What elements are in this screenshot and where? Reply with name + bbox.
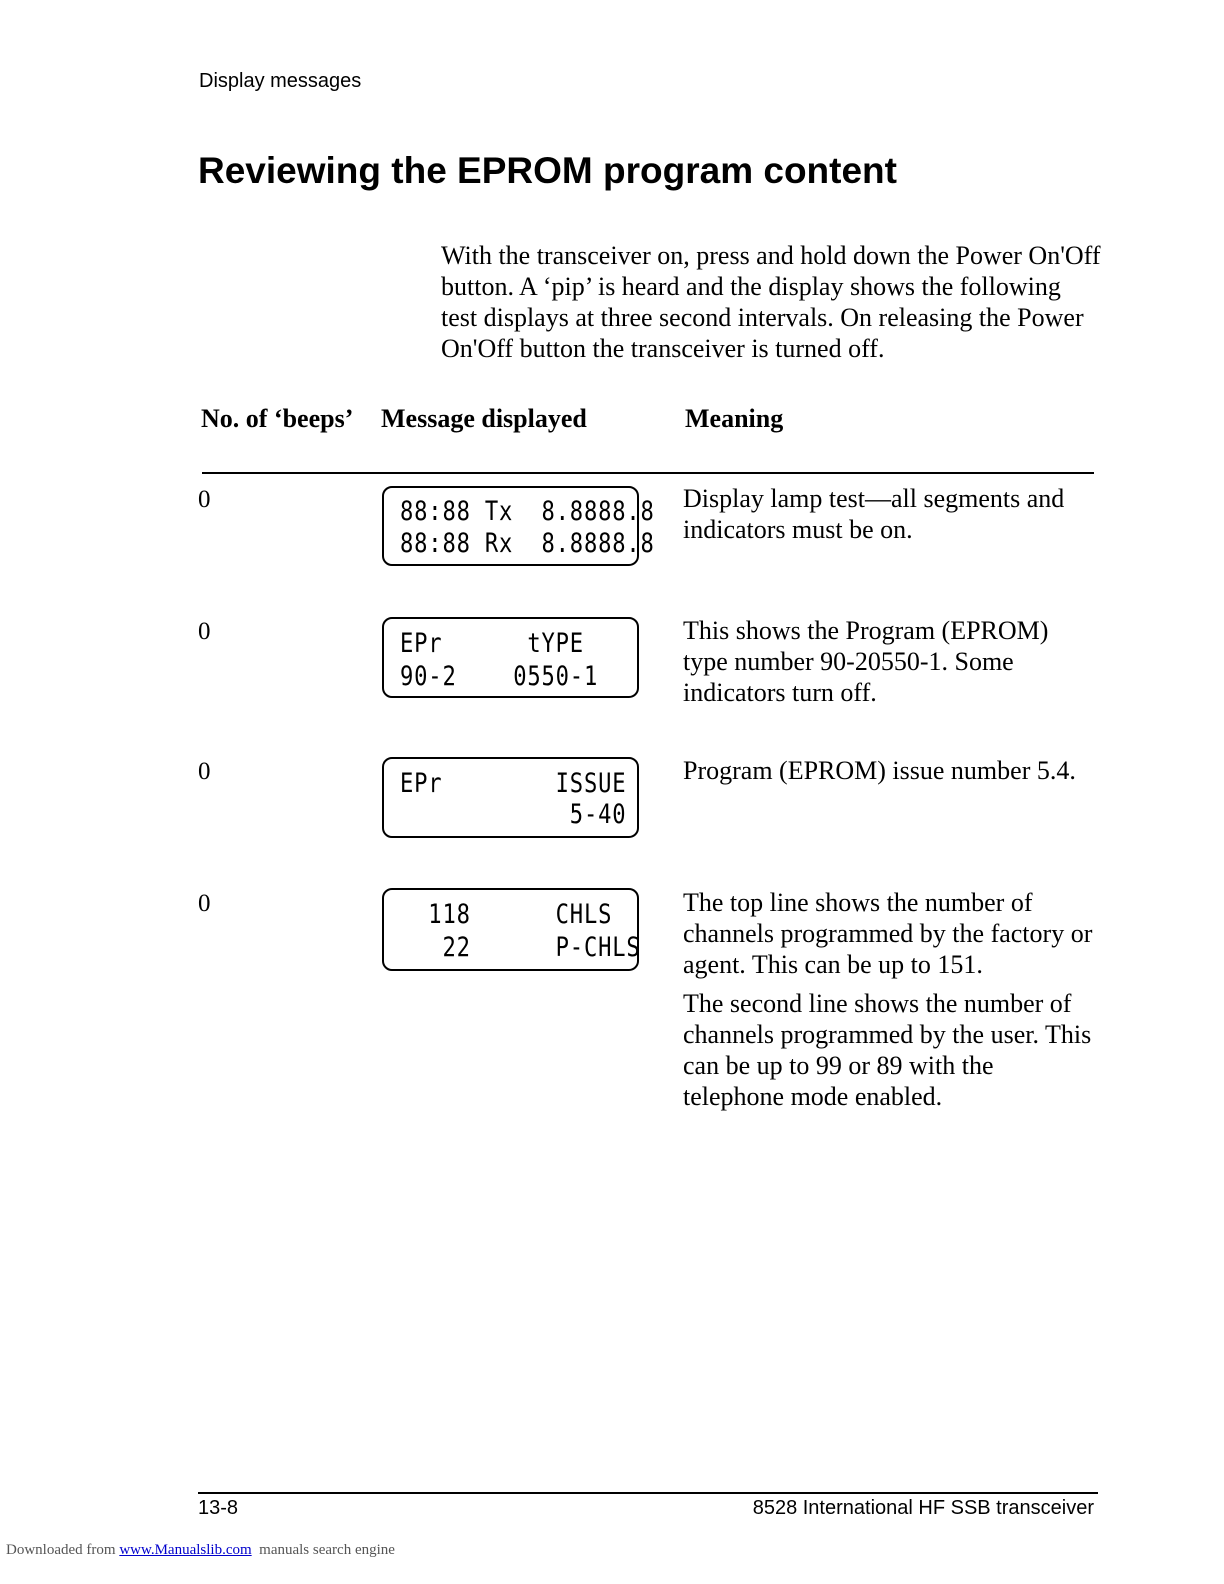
- row-1-beeps: 0: [198, 486, 211, 513]
- running-header: Display messages: [199, 70, 362, 92]
- row-4-meaning: The top line shows the number of channels programmed by the factory or agent. This can be up to 151.: [683, 888, 1093, 979]
- manualslib-link[interactable]: www.Manualslib.com: [119, 1542, 252, 1558]
- intro-paragraph: With the transceiver on, press and hold down the Power On'Off button. A ‘pip’ is heard and the display shows the following test displays at three second intervals. On releasing the Power On'Off button the transceiver is turned off.: [441, 241, 1101, 363]
- column-header-beeps: No. of ‘beeps’: [201, 404, 354, 433]
- row-2-beeps: 0: [198, 618, 211, 645]
- page-number: 13-8: [198, 1497, 239, 1519]
- download-prefix: Downloaded from: [6, 1542, 120, 1558]
- row-1-meaning: Display lamp test—all segments and indicators must be on.: [683, 484, 1065, 544]
- lcd-line-1: EPr ISSUE: [400, 768, 627, 799]
- column-header-meaning: Meaning: [685, 404, 784, 433]
- row-4-meaning-extra: The second line shows the number of channels programmed by the user. This can be up to 99 or 89 with the telephone mode enabled.: [683, 989, 1092, 1111]
- header-rule: [202, 472, 1094, 474]
- lcd-line-2: 5-40: [400, 799, 627, 830]
- lcd-channel-count: [382, 888, 639, 971]
- lcd-display-lamp-test: [382, 486, 655, 566]
- row-3-beeps: 0: [198, 758, 211, 785]
- lcd-line-1: 118 CHLS: [400, 899, 613, 930]
- lcd-line-2: 22 P-CHLS: [400, 932, 641, 963]
- row-4-beeps: 0: [198, 890, 211, 917]
- lcd-line-2: 90-2 0550-1: [400, 661, 599, 692]
- download-suffix: manuals search engine: [251, 1542, 395, 1558]
- lcd-eprom-type: [382, 617, 639, 698]
- lcd-line-1: 88:88 Tx 8.8888.8: [400, 496, 655, 527]
- manual-title: 8528 International HF SSB transceiver: [752, 1497, 1094, 1519]
- footer-rule: [198, 1492, 1098, 1494]
- row-3-meaning: Program (EPROM) issue number 5.4.: [683, 756, 1076, 785]
- column-header-message: Message displayed: [381, 404, 587, 433]
- lcd-line-1: EPr tYPE: [400, 628, 584, 659]
- lcd-eprom-issue: [382, 757, 639, 838]
- row-2-meaning: This shows the Program (EPROM) type number 90-20550-1. Some indicators turn off.: [683, 616, 1049, 707]
- lcd-line-2: 88:88 Rx 8.8888.8: [400, 528, 655, 559]
- page-title: Reviewing the EPROM program content: [198, 150, 897, 191]
- download-note: [6, 1542, 395, 1559]
